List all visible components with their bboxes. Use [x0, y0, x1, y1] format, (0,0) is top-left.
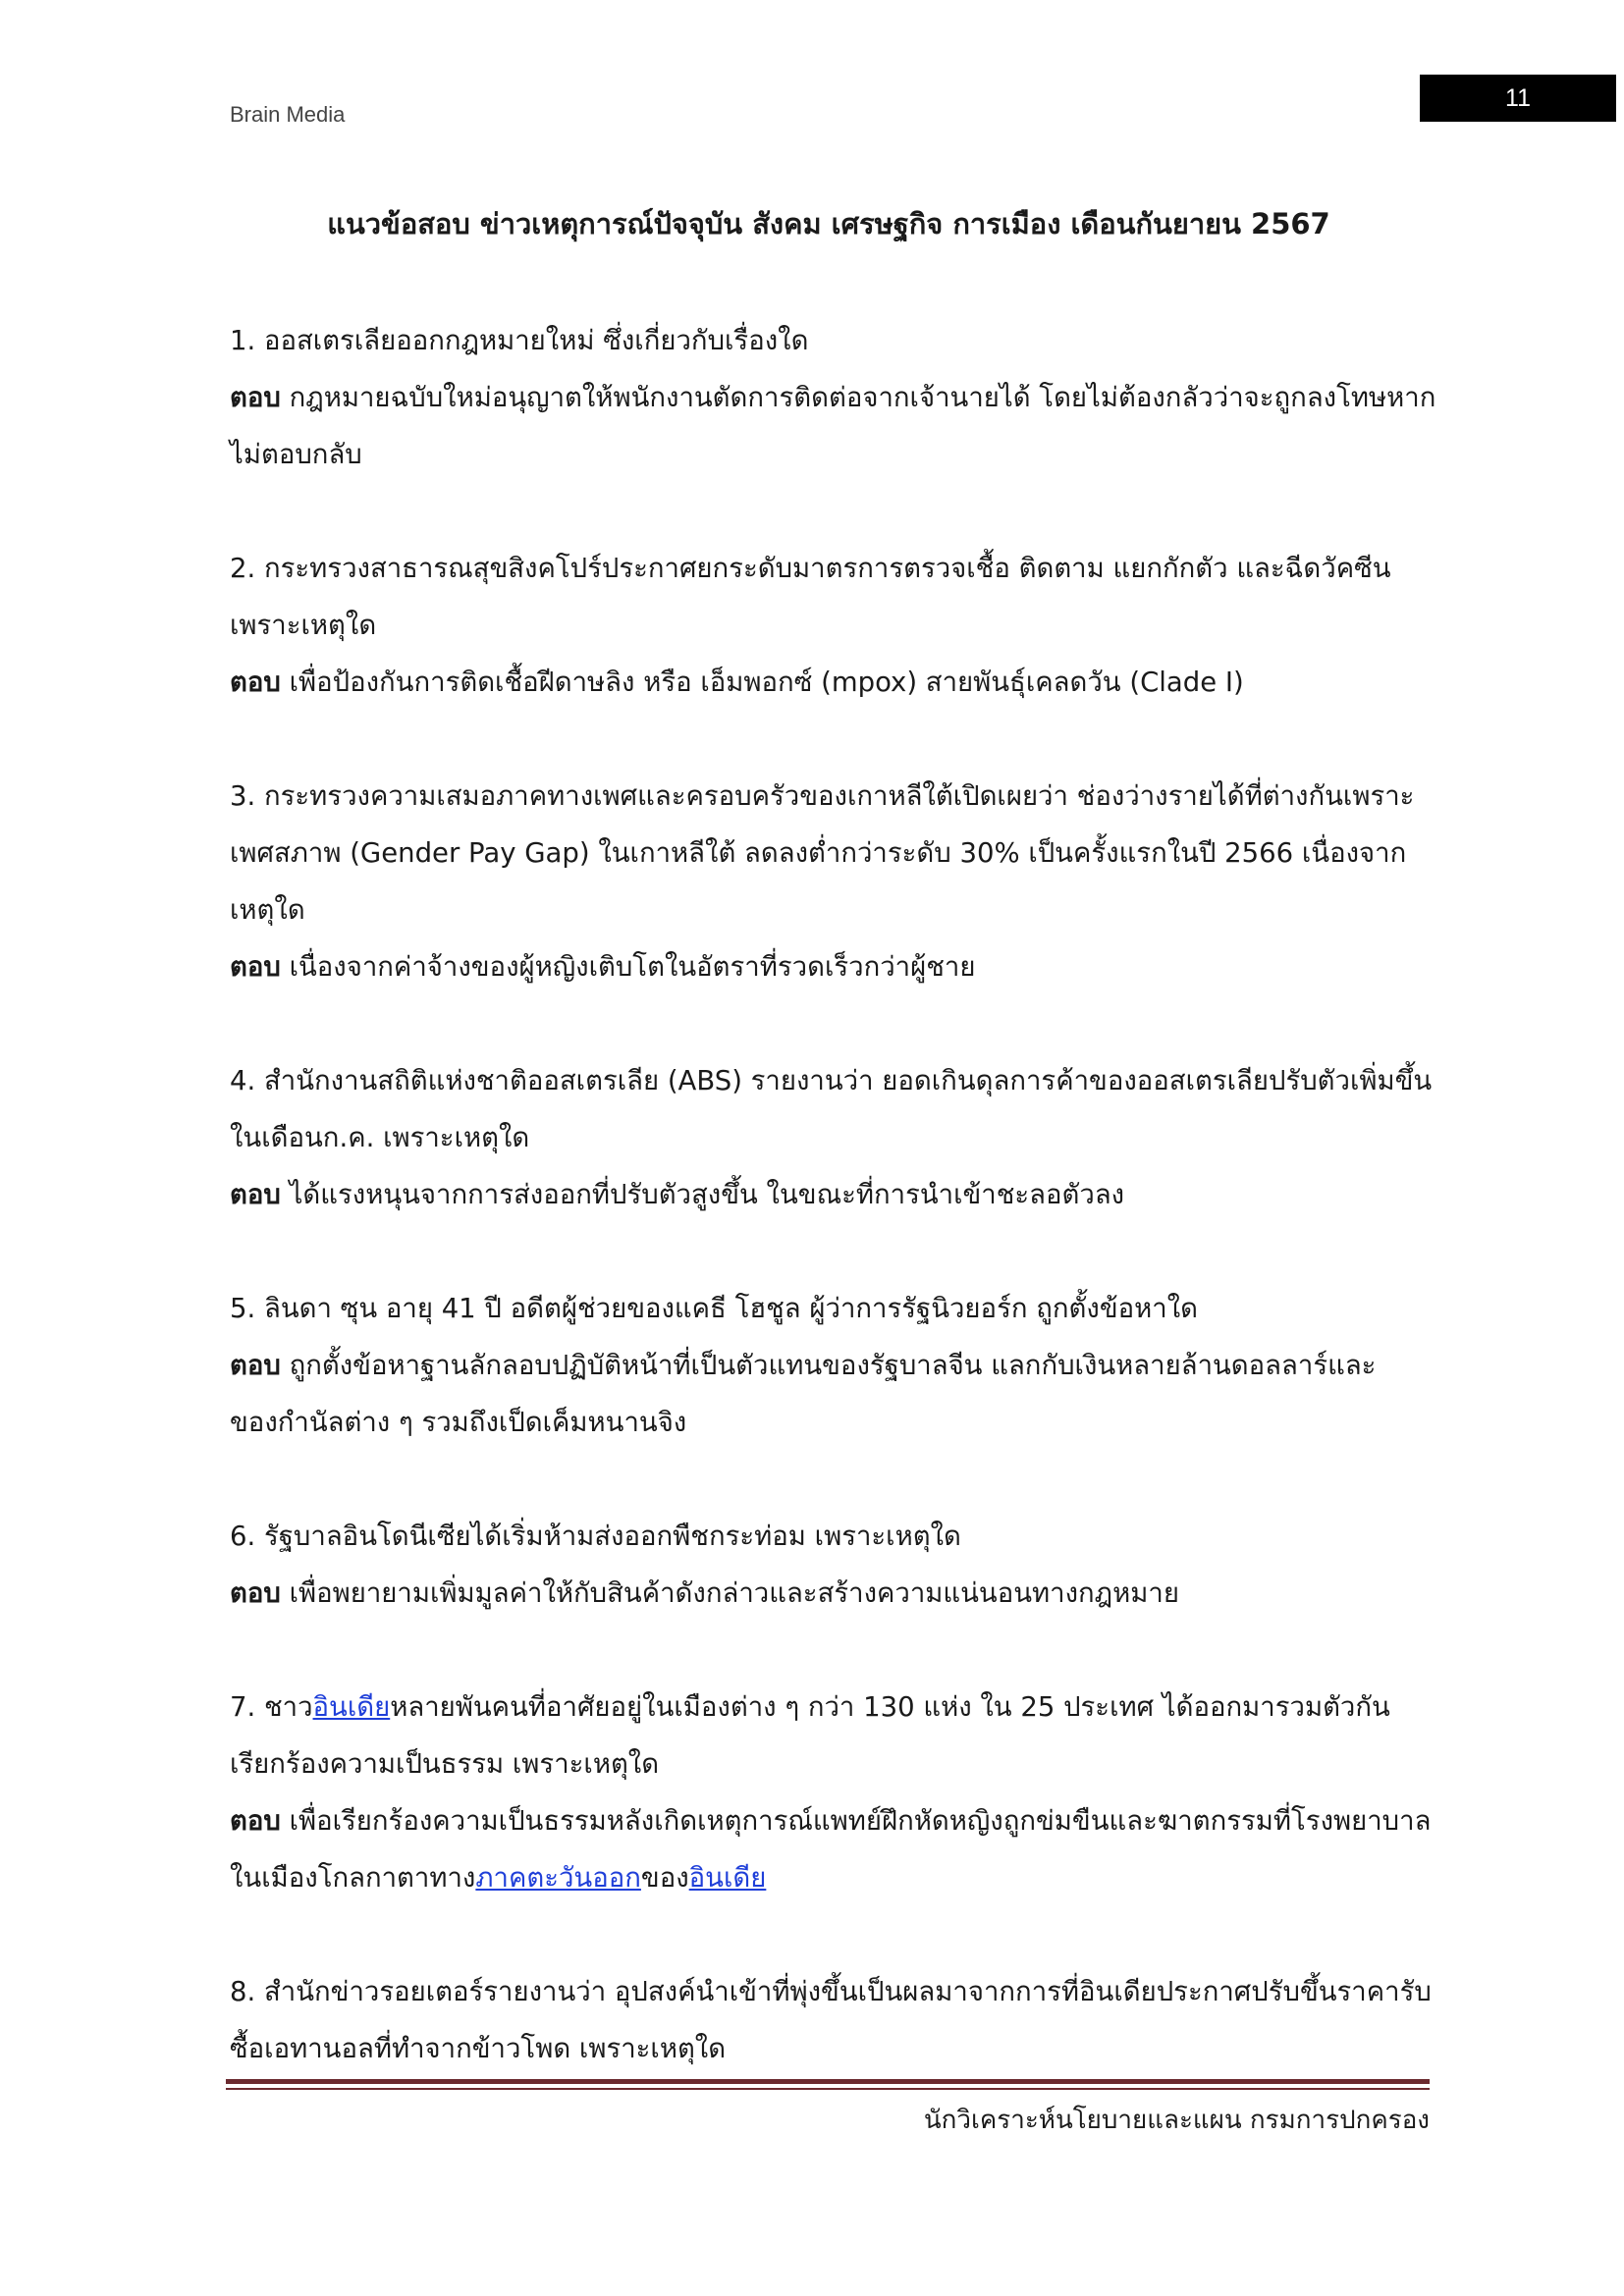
answer-text: ของ — [640, 1862, 689, 1894]
qa-item — [230, 768, 1428, 995]
question-line: 2. กระทรวงสาธารณสุขสิงคโปร์ประกาศยกระดับมาตรการตรวจเชื้อ ติดตาม แยกกักตัว และฉีดวัคซีน — [230, 553, 1391, 584]
answer-line: ของกำนัลต่าง ๆ รวมถึงเป็ดเค็มหนานจิง — [230, 1407, 687, 1438]
footer-divider-thin — [226, 2088, 1430, 2090]
question-line: 8. สำนักข่าวรอยเตอร์รายงานว่า อุปสงค์นำเข้าที่พุ่งขึ้นเป็นผลมาจากการที่อินเดียประกาศปรับขึ้นราคารับ — [230, 1976, 1432, 2007]
answer-line — [230, 654, 1428, 711]
answer-text: เพื่อป้องกันการติดเชื้อฝีดาษลิง หรือ เอ็มพอกซ์ (mpox) สายพันธุ์เคลดวัน (Clade I) — [280, 667, 1244, 698]
answer-line — [230, 1166, 1428, 1223]
footer-text: นักวิเคราะห์นโยบายและแผน กรมการปกครอง — [923, 2106, 1430, 2135]
question-line: 1. ออสเตรเลียออกกฎหมายใหม่ ซึ่งเกี่ยวกับเรื่องใด — [230, 325, 809, 356]
question-line — [230, 1679, 1428, 1735]
india-link[interactable]: อินเดีย — [688, 1862, 767, 1894]
india-link[interactable]: อินเดีย — [312, 1691, 391, 1723]
question-line: เหตุใด — [230, 894, 305, 926]
footer-divider — [226, 2079, 1430, 2084]
answer-text: เพื่อเรียกร้องความเป็นธรรมหลังเกิดเหตุการณ์แพทย์ฝึกหัดหญิงถูกข่มขืนและฆาตกรรมที่โรงพยาบาล — [280, 1805, 1432, 1837]
answer-text: เพื่อพยายามเพิ่มมูลค่าให้กับสินค้าดังกล่าวและสร้างความแน่นอนทางกฎหมาย — [280, 1577, 1179, 1609]
brand-label: Brain Media — [230, 102, 346, 127]
qa-item — [230, 1963, 1432, 2077]
answer-line — [230, 1849, 1428, 1906]
answer-label: ตอบ — [230, 1577, 281, 1609]
answer-line: ไม่ตอบกลับ — [230, 439, 362, 470]
answer-label: ตอบ — [230, 667, 281, 698]
qa-item — [230, 1052, 1433, 1223]
qa-item — [230, 1280, 1428, 1451]
page-number-badge: 11 — [1420, 75, 1616, 122]
answer-text: ในเมืองโกลกาตาทาง — [230, 1862, 476, 1894]
answer-label: ตอบ — [230, 1805, 281, 1837]
document-title: แนวข้อสอบ ข่าวเหตุการณ์ปัจจุบัน สังคม เศรษฐกิจ การเมือง เดือนกันยายน 2567 — [327, 207, 1330, 240]
question-line: เพราะเหตุใด — [230, 610, 377, 641]
answer-label: ตอบ — [230, 951, 281, 983]
question-line: เพศสภาพ (Gender Pay Gap) ในเกาหลีใต้ ลดลงต่ำกว่าระดับ 30% เป็นครั้งแรกในปี 2566 เนื่องจาก — [230, 837, 1407, 869]
qa-list — [230, 312, 1436, 2134]
qa-item — [230, 1679, 1432, 1906]
question-line: 3. กระทรวงความเสมอภาคทางเพศและครอบครัวของเกาหลีใต้เปิดเผยว่า ช่องว่างรายได้ที่ต่างกันเพราะ — [230, 780, 1415, 812]
answer-line — [230, 1337, 1428, 1394]
answer-label: ตอบ — [230, 1179, 281, 1210]
answer-line — [230, 938, 1428, 995]
answer-text: ได้แรงหนุนจากการส่งออกที่ปรับตัวสูงขึ้น ในขณะที่การนำเข้าชะลอตัวลง — [280, 1179, 1125, 1210]
question-line: 5. ลินดา ซุน อายุ 41 ปี อดีตผู้ช่วยของแคธี โฮชูล ผู้ว่าการรัฐนิวยอร์ก ถูกตั้งข้อหาใด — [230, 1293, 1198, 1324]
answer-text: ถูกตั้งข้อหาฐานลักลอบปฏิบัติหน้าที่เป็นตัวแทนของรัฐบาลจีน แลกกับเงินหลายล้านดอลลาร์และ — [280, 1350, 1377, 1381]
question-line: 4. สำนักงานสถิติแห่งชาติออสเตรเลีย (ABS) รายงานว่า ยอดเกินดุลการค้าของออสเตรเลียปรับตัวเพิ่มขึ้น — [230, 1065, 1433, 1096]
eastern-region-link[interactable]: ภาคตะวันออก — [475, 1862, 641, 1894]
qa-item — [230, 1508, 1428, 1622]
answer-line — [230, 1565, 1428, 1622]
question-text: หลายพันคนที่อาศัยอยู่ในเมืองต่าง ๆ กว่า 130 แห่ง ใน 25 ประเทศ ได้ออกมารวมตัวกัน — [390, 1691, 1390, 1723]
question-line: เรียกร้องความเป็นธรรม เพราะเหตุใด — [230, 1748, 660, 1780]
question-line: ซื้อเอทานอลที่ทำจากข้าวโพด เพราะเหตุใด — [230, 2033, 727, 2064]
answer-text: เนื่องจากค่าจ้างของผู้หญิงเติบโตในอัตราที่รวดเร็วกว่าผู้ชาย — [280, 951, 976, 983]
answer-line — [230, 1792, 1432, 1849]
answer-label: ตอบ — [230, 1350, 281, 1381]
answer-label: ตอบ — [230, 382, 281, 413]
question-line: 6. รัฐบาลอินโดนีเซียได้เริ่มห้ามส่งออกพืชกระท่อม เพราะเหตุใด — [230, 1521, 961, 1552]
qa-item — [230, 540, 1428, 711]
answer-line — [230, 369, 1436, 426]
question-line: ในเดือนก.ค. เพราะเหตุใด — [230, 1122, 530, 1153]
answer-text: กฎหมายฉบับใหม่อนุญาตให้พนักงานตัดการติดต่อจากเจ้านายได้ โดยไม่ต้องกลัวว่าจะถูกลงโทษหาก — [280, 382, 1436, 413]
qa-item — [230, 312, 1436, 483]
question-text: 7. ชาว — [230, 1691, 313, 1723]
